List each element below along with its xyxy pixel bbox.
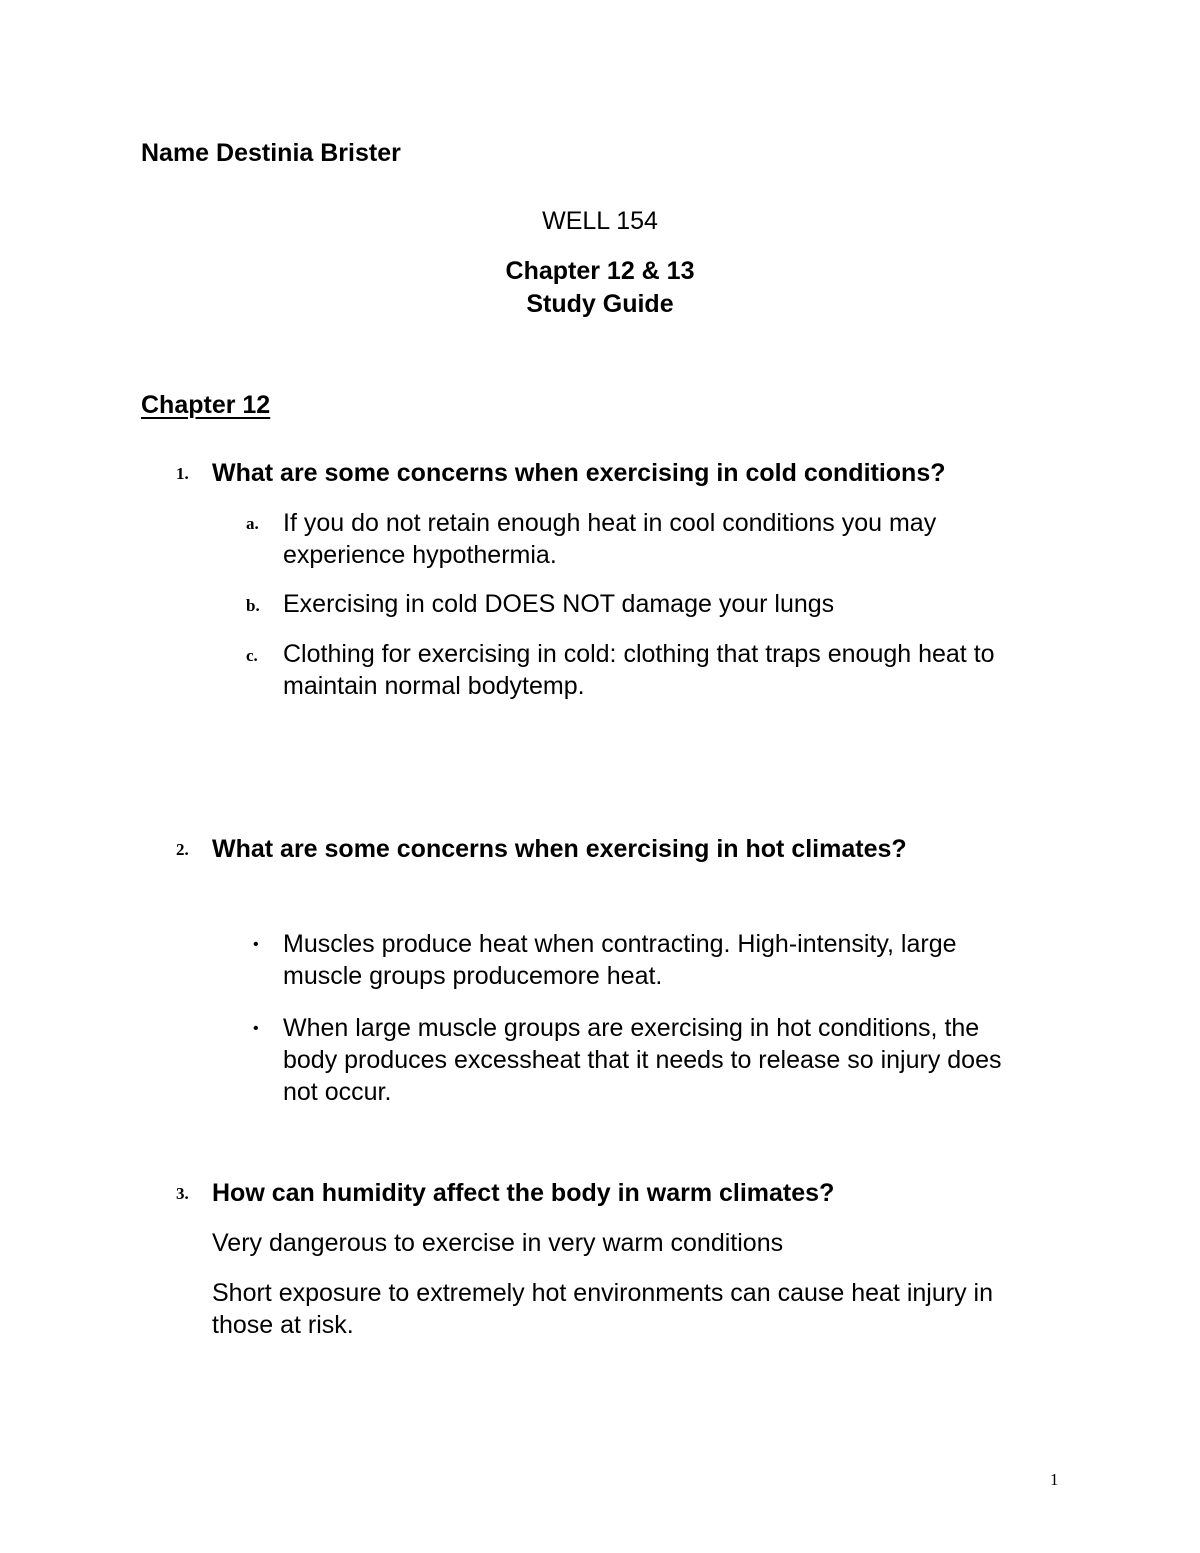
answer-text: Short exposure to extremely hot environments can cause heat injury in those at risk.: [212, 1279, 993, 1339]
answer-text: When large muscle groups are exercising in hot conditions, the body produces excessheat that it needs to release so injury does not occur.: [283, 1014, 1002, 1106]
answer-marker: c.: [246, 646, 258, 665]
section-heading: Chapter 12: [141, 391, 271, 419]
title-line-study-guide: Study Guide: [526, 290, 674, 318]
question-text: How can humidity affect the body in warm climates?: [212, 1179, 835, 1207]
answer-marker: b.: [246, 596, 260, 615]
course-code: WELL 154: [542, 207, 658, 235]
question-number: 2.: [176, 840, 189, 859]
answer-text: If you do not retain enough heat in cool conditions you may experience hypothermia.: [283, 509, 937, 569]
question-text: What are some concerns when exercising in hot climates?: [212, 835, 907, 863]
answer-text: Clothing for exercising in cold: clothing that traps enough heat to maintain normal bodytemp.: [283, 640, 995, 700]
question-number: 3.: [176, 1184, 189, 1203]
title-line-chapters: Chapter 12 & 13: [505, 257, 695, 285]
bullet-icon: •: [253, 1020, 259, 1037]
answer-text: Very dangerous to exercise in very warm conditions: [212, 1229, 784, 1257]
answer-text: Muscles produce heat when contracting. High-intensity, large muscle groups producemore heat.: [283, 930, 957, 990]
document-title: [0, 255, 1200, 321]
student-name: Name Destinia Brister: [141, 139, 401, 167]
page-number: 1: [1050, 1470, 1059, 1489]
bullet-icon: •: [253, 936, 259, 953]
answer-text: Exercising in cold DOES NOT damage your lungs: [283, 590, 835, 618]
answer-marker: a.: [246, 514, 259, 533]
question-text: What are some concerns when exercising in cold conditions?: [212, 459, 946, 487]
question-number: 1.: [176, 464, 189, 483]
